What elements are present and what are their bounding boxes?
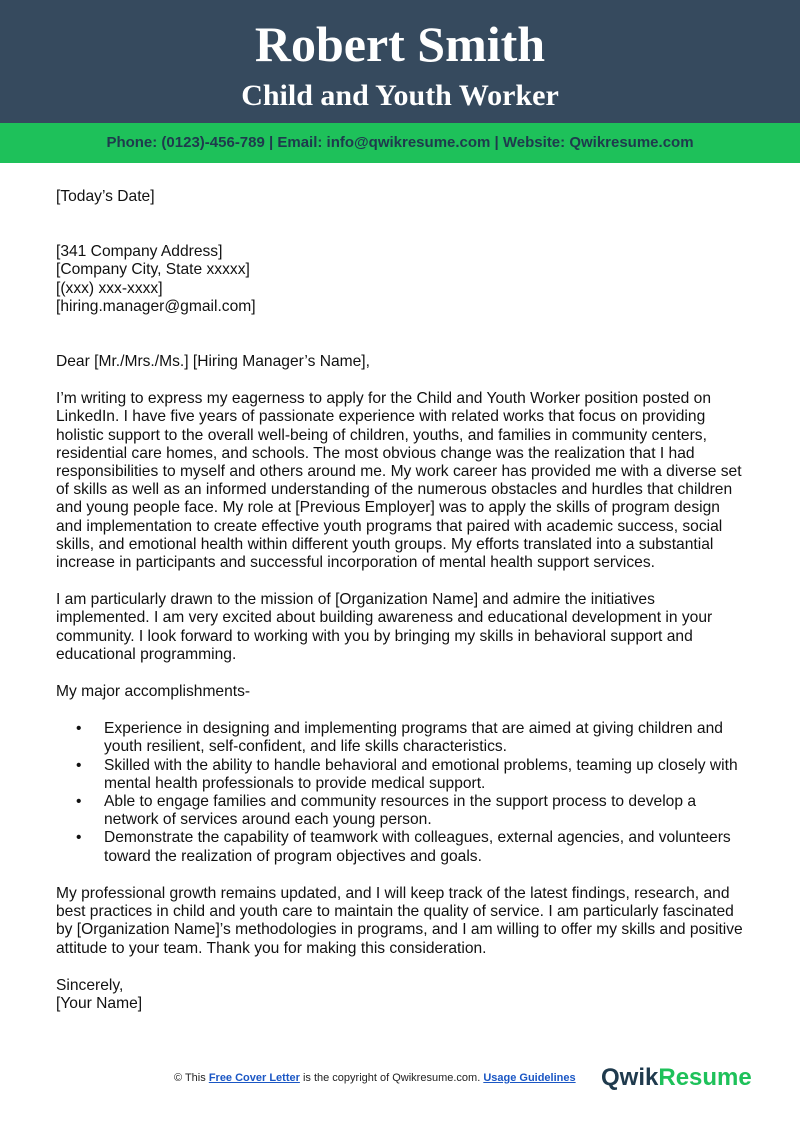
letter-date: [Today’s Date] [56, 188, 155, 205]
list-item [56, 757, 746, 793]
paragraph-intro: I’m writing to express my eagerness to apply for the Child and Youth Worker position posted on LinkedIn. I have five years of passionate experience with related works that focus on providing holistic support to the overall well-being of children, youths, and families in community centers, residential care homes, and schools. The most obvious change was the realization that I had responsibilities to myself and others around me. My work career has provided me with a diverse set of skills as well as an informed understanding of the numerous obstacles and hurdles that children and young people face. My role at [Previous Employer] was to apply the skills of program design and implementation to create effective youth programs that paired with academic success, social skills, and emotional health within different youth groups. My efforts translated into a substantial increase in participants and successful incorporation of mental health support services. [56, 390, 742, 572]
paragraph-motivation: I am particularly drawn to the mission of [Organization Name] and admire the initiatives implemented. I am very excited about building awareness and educational development in your community. I look forward to working with you by bringing my skills in behavioral support and educational programming. [56, 591, 713, 663]
address-line: [Company City, State xxxxx] [56, 261, 250, 279]
footer [0, 1064, 800, 1092]
list-item-text: Able to engage families and community resources in the support process to develop a network of services around each young person. [104, 793, 697, 829]
letter-body [56, 188, 746, 1013]
header-banner [0, 0, 800, 123]
accomplishments-label: My major accomplishments- [56, 683, 251, 701]
signature: [Your Name] [56, 994, 143, 1012]
applicant-name: Robert Smith [254, 16, 546, 72]
contact-line: Phone: (0123)-456-789 | Email: info@qwikresume.com | Website: Qwikresume.com [106, 134, 694, 151]
closing-phrase: Sincerely, [56, 976, 124, 994]
address-line: [hiring.manager@gmail.com] [56, 297, 256, 315]
job-title: Child and Youth Worker [241, 79, 559, 112]
bullet-icon: • [76, 756, 82, 774]
copyright-notice [174, 1072, 576, 1085]
list-item [56, 829, 746, 865]
bullet-icon: • [76, 720, 82, 738]
salutation: Dear [Mr./Mrs./Ms.] [Hiring Manager’s Name], [56, 353, 370, 371]
free-cover-letter-link[interactable]: Free Cover Letter [208, 1072, 300, 1084]
address-line: [341 Company Address] [56, 243, 223, 261]
sign-off [56, 977, 746, 1013]
accomplishments-list [56, 720, 746, 866]
bullet-icon: • [76, 829, 82, 847]
qwikresume-logo[interactable] [601, 1064, 752, 1092]
address-line: [(xxx) xxx-xxxx] [56, 279, 163, 297]
recipient-address [56, 243, 746, 316]
paragraph-closing: My professional growth remains updated, and I will keep track of the latest findings, research, and best practices in child and youth care to maintain the quality of service. I am particularly fascinated by [Organization Name]’s methodologies in programs, and I am willing to offer my skills and positive attitude to your team. Thank you for making this consideration. [56, 884, 743, 957]
bullet-icon: • [76, 793, 82, 811]
copyright-prefix: © This [174, 1072, 209, 1084]
copyright-middle: is the copyright of Qwikresume.com. [299, 1072, 484, 1084]
logo-text-resume: Resume [658, 1064, 752, 1091]
list-item-text: Experience in designing and implementing programs that are aimed at giving children and youth resilient, self-confident, and life skills characteristics. [104, 720, 723, 756]
list-item-text: Demonstrate the capability of teamwork with colleagues, external agencies, and volunteers toward the realization of program objectives and goals. [104, 829, 731, 865]
logo-text-qwik: Qwik [601, 1064, 659, 1091]
usage-guidelines-link[interactable]: Usage Guidelines [483, 1072, 576, 1084]
contact-bar [0, 123, 800, 163]
list-item [56, 720, 746, 756]
list-item-text: Skilled with the ability to handle behavioral and emotional problems, teaming up closely with mental health professionals to provide medical support. [104, 756, 738, 792]
list-item [56, 793, 746, 829]
